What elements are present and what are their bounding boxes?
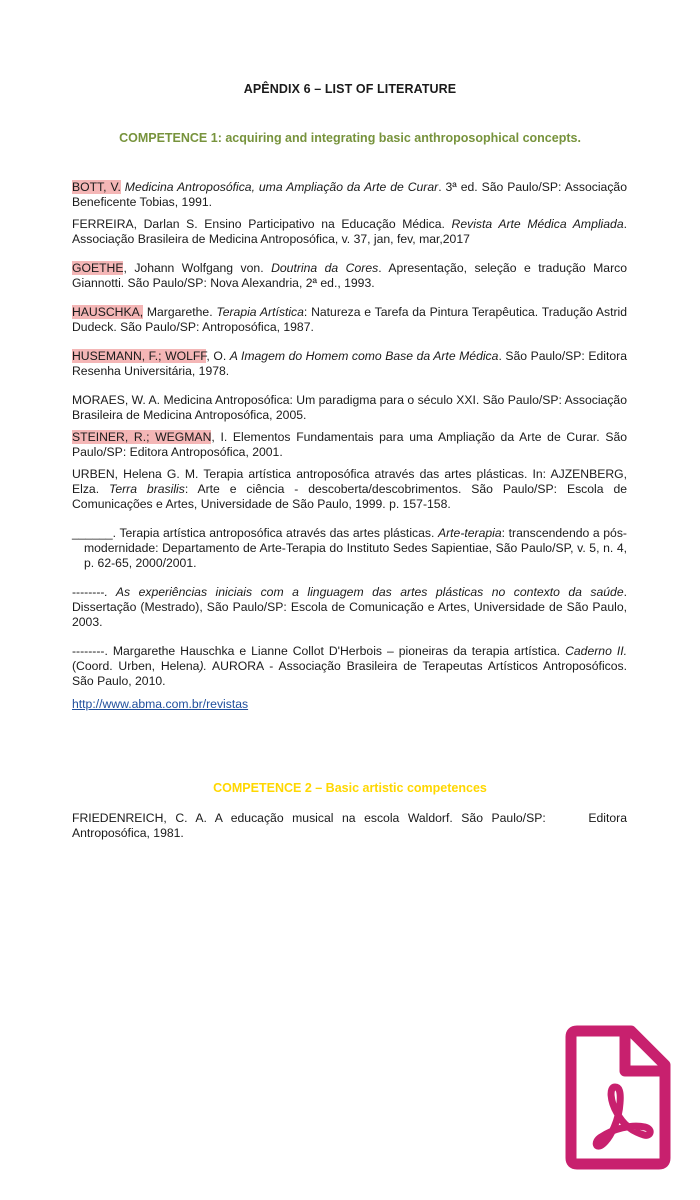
highlighted-author: STEINER, R.; WEGMAN: [72, 430, 212, 444]
competence-1-heading: COMPETENCE 1: acquiring and integrating basic anthroposophical concepts.: [119, 131, 581, 145]
highlighted-author: HUSEMANN, F.; WOLFF: [72, 349, 207, 363]
reference-steiner: [72, 430, 627, 460]
ref-title: Terapia Artística: [216, 305, 304, 319]
reference-moraes: MORAES, W. A. Medicina Antroposófica: Um paradigma para o século XXI. São Paulo/SP: Associação Brasileira de Medicina Antroposófica, 2005.: [72, 393, 627, 422]
ref-details: : Arte e ciência - descoberta/descobrimentos. São Paulo/SP: Escola de Comunicações e Artes, Universidade de São Paulo, 1999. p. 157-158.: [72, 482, 628, 511]
ref-author-title: FERREIRA, Darlan S. Ensino Participativo na Educação Médica.: [72, 217, 452, 231]
ref-title-end: ).: [199, 659, 207, 673]
ref-title: A Imagem do Homem como Base da Arte Médica: [229, 349, 499, 363]
ref-author-title: URBEN, Helena G. M. Terapia artística antroposófica através das artes plásticas. In: AJZENBERG, Elza.: [72, 467, 627, 496]
ref-author-rest: Margarethe.: [143, 305, 217, 319]
reference-bott: [72, 180, 627, 210]
appendix-title: APÊNDIX 6 – LIST OF LITERATURE: [243, 82, 457, 96]
ref-details: : transcendendo a pós-modernidade: Departamento de Arte-Terapia do Instituto Sedes Sapientiae, São Paulo/SP, v. 5, n. 4, p. 62-65, 2000/2001.: [84, 526, 627, 570]
pdf-icon[interactable]: [565, 1025, 671, 1170]
ref-coord: (Coord. Urben, Helena: [72, 659, 200, 673]
highlighted-author: HAUSCHKA,: [72, 305, 144, 319]
ref-author-title: . Terapia artística antroposófica através das artes plásticas.: [112, 526, 438, 540]
reference-urben-1999: [72, 467, 627, 512]
ref-dash: --------: [72, 585, 105, 599]
ref-details: . Associação Brasileira de Medicina Antroposófica, v. 37, jan, fev, mar,2017: [72, 217, 627, 246]
reference-hauschka: [72, 305, 627, 335]
ref-dash: ______: [72, 526, 113, 540]
ref-details: , I. Elementos Fundamentais para uma Ampliação da Arte de Curar. São Paulo/SP: Editora Antroposófica, 2001.: [72, 430, 627, 459]
ref-title: Revista Arte Médica Ampliada: [451, 217, 624, 231]
reference-urben-2010: [72, 644, 627, 689]
reference-urben-2003: [72, 585, 627, 630]
ref-title: Caderno II.: [565, 644, 627, 658]
reference-ferreira: [72, 217, 627, 247]
ref-details: : Natureza e Tarefa da Pintura Terapêutica. Tradução Astrid Dudeck. São Paulo/SP: Antroposófica, 1987.: [72, 305, 628, 334]
ref-title: Arte-terapia: [437, 526, 502, 540]
ref-author-title: --------. Margarethe Hauschka e Lianne Collot D'Herbois – pioneiras da terapia artística.: [72, 644, 566, 658]
competence-2-heading: COMPETENCE 2 – Basic artistic competences: [213, 781, 487, 795]
ref-details: AURORA - Associação Brasileira de Terapeutas Artísticos Antroposóficos. São Paulo, 2010.: [72, 659, 628, 688]
ref-title: Medicina Antroposófica, uma Ampliação da Arte de Curar: [124, 180, 439, 194]
ref-details: . Apresentação, seleção e tradução Marco Giannotti. São Paulo/SP: Nova Alexandria, 2ª ed., 1993.: [72, 261, 628, 290]
reference-friedenreich: FRIEDENREICH, C. A. A educação musical na escola Waldorf. São Paulo/SP: Editora Antroposófica, 1981.: [72, 811, 627, 840]
ref-author-rest: , Johann Wolfgang von.: [123, 261, 272, 275]
ref-details: . Dissertação (Mestrado), São Paulo/SP: Escola de Comunicação e Artes, Universidade de São Paulo, 2003.: [72, 585, 627, 629]
reference-list: [72, 180, 627, 712]
reference-husemann: [72, 349, 627, 379]
ref-title: Doutrina da Cores: [271, 261, 379, 275]
ref-title: . As experiências iniciais com a linguagem das artes plásticas no contexto da saúde: [104, 585, 624, 599]
ref-author-rest: , O.: [206, 349, 230, 363]
acrobat-glyph: [596, 1087, 650, 1146]
reference-urben-2000: [72, 526, 627, 571]
highlighted-author: BOTT, V.: [72, 180, 121, 194]
ref-details: . 3ª ed. São Paulo/SP: Associação Beneficente Tobias, 1991.: [72, 180, 627, 209]
abma-link[interactable]: http://www.abma.com.br/revistas: [72, 697, 249, 711]
ref-title: Terra brasilis: [109, 482, 185, 496]
highlighted-author: GOETHE: [72, 261, 124, 275]
link-paragraph: [72, 697, 627, 712]
reference-goethe: [72, 261, 627, 291]
ref-details: . São Paulo/SP: Editora Resenha Universitária, 1978.: [72, 349, 627, 378]
